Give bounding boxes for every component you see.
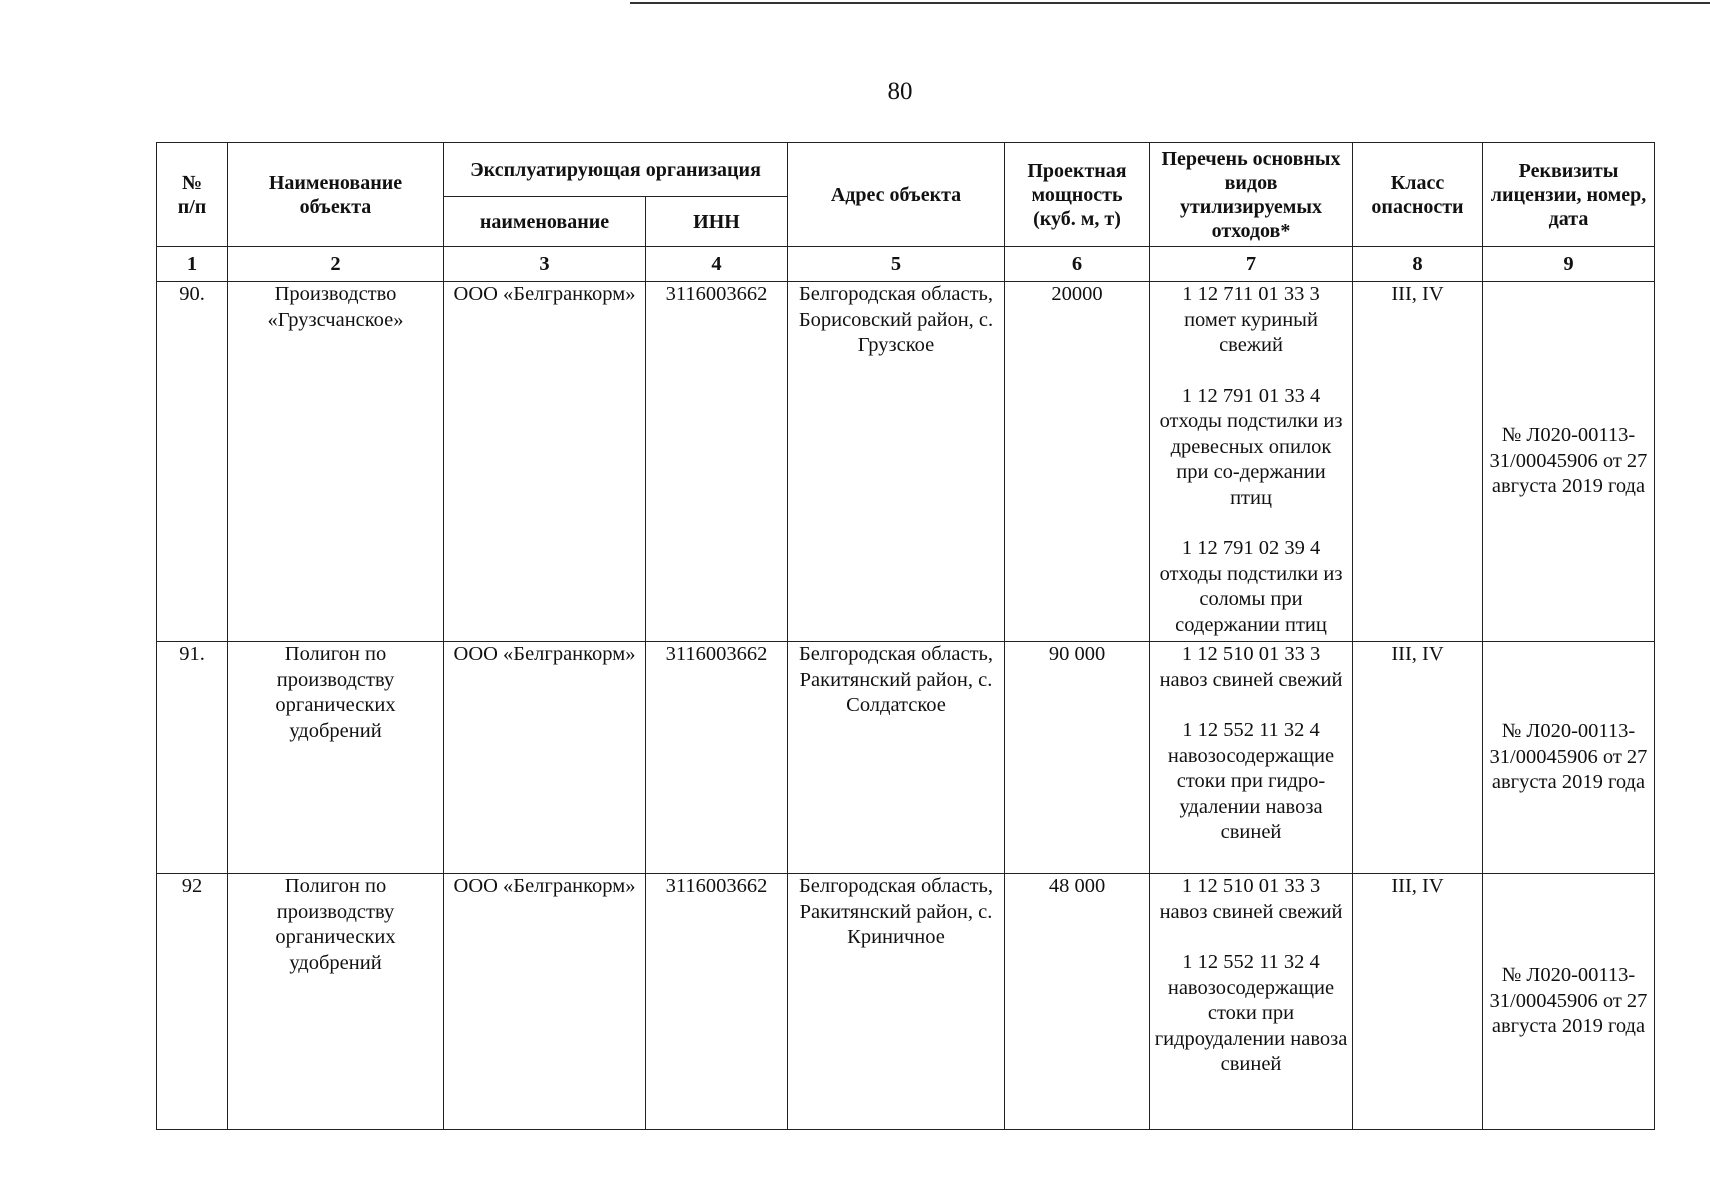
waste-code: 1 12 791 01 33 4 [1181, 384, 1321, 407]
design-capacity: 90 000 [1005, 642, 1150, 874]
column-number: 9 [1483, 247, 1655, 282]
waste-code: 1 12 711 01 33 3 [1182, 283, 1320, 305]
object-name: Полигон по производству органических удобрений [228, 874, 444, 1130]
table-row [157, 282, 1655, 642]
header-row-1 [157, 143, 1655, 197]
table-row [157, 874, 1655, 1130]
header-waste-list: Перечень основных видов утилизируемых отходов* [1150, 143, 1353, 247]
header-num: № п/п [157, 143, 228, 247]
column-number: 2 [228, 247, 444, 282]
operator-inn: 3116003662 [646, 874, 788, 1130]
waste-item [1153, 718, 1349, 846]
object-address: Белгородская область, Ракитянский район, с. Криничное [788, 874, 1005, 1130]
waste-description: навозосодержащие стоки при гидро-удалении навоза свиней [1167, 744, 1335, 843]
header-object-name: Наименование объекта [228, 143, 444, 247]
object-name: Производство «Грузсчанское» [228, 282, 444, 642]
row-number: 92 [157, 874, 228, 1130]
header-capacity: Проектная мощность (куб. м, т) [1005, 143, 1150, 247]
waste-list [1150, 874, 1353, 1130]
waste-description: навоз свиней свежий [1159, 900, 1343, 923]
row-number: 91. [157, 642, 228, 874]
waste-list [1150, 282, 1353, 642]
hazard-class: III, IV [1353, 642, 1483, 874]
column-number: 4 [646, 247, 788, 282]
column-number: 5 [788, 247, 1005, 282]
operator-name: ООО «Белгранкорм» [444, 642, 646, 874]
row-number: 90. [157, 282, 228, 642]
operator-inn: 3116003662 [646, 282, 788, 642]
column-number: 6 [1005, 247, 1150, 282]
waste-code: 1 12 552 11 32 4 [1182, 951, 1320, 973]
object-name: Полигон по производству органических удобрений [228, 642, 444, 874]
waste-code: 1 12 510 01 33 3 [1181, 643, 1321, 665]
license-details: № Л020-00113-31/00045906 от 27 августа 2019 года [1483, 642, 1655, 874]
column-number-row [157, 247, 1655, 282]
waste-description: помет куриный свежий [1184, 308, 1318, 356]
waste-list [1150, 642, 1353, 874]
operator-name: ООО «Белгранкорм» [444, 282, 646, 642]
header-operator-group: Эксплуатирующая организация [444, 143, 788, 197]
waste-description: отходы подстилки из соломы при содержании птиц [1159, 562, 1343, 636]
header-operator-name: наименование [444, 197, 646, 247]
table-row [157, 642, 1655, 874]
column-number: 3 [444, 247, 646, 282]
header-address: Адрес объекта [788, 143, 1005, 247]
waste-description: отходы подстилки из древесных опилок при со-держании птиц [1159, 410, 1343, 509]
design-capacity: 48 000 [1005, 874, 1150, 1130]
header-license: Реквизиты лицензии, номер, дата [1483, 143, 1655, 247]
waste-description: навозосодержащие стоки при гидроудалении навоза свиней [1154, 976, 1348, 1075]
header-hazard-class: Класс опасности [1353, 143, 1483, 247]
column-number: 7 [1150, 247, 1353, 282]
license-details: № Л020-00113-31/00045906 от 27 августа 2019 года [1483, 874, 1655, 1130]
license-details: № Л020-00113-31/00045906 от 27 августа 2019 года [1483, 282, 1655, 642]
waste-item [1153, 536, 1349, 638]
waste-item [1153, 950, 1349, 1078]
page-number: 80 [887, 78, 913, 105]
operator-name: ООО «Белгранкорм» [444, 874, 646, 1130]
waste-code: 1 12 510 01 33 3 [1181, 875, 1321, 897]
top-rule [630, 2, 1710, 4]
waste-facilities-table [156, 142, 1655, 1130]
object-address: Белгородская область, Борисовский район, с. Грузское [788, 282, 1005, 642]
column-number: 8 [1353, 247, 1483, 282]
hazard-class: III, IV [1353, 282, 1483, 642]
waste-item [1153, 384, 1349, 512]
waste-item [1153, 282, 1349, 359]
waste-code: 1 12 791 02 39 4 [1181, 537, 1321, 559]
waste-item [1153, 874, 1349, 925]
waste-code: 1 12 552 11 32 4 [1182, 719, 1320, 741]
waste-item [1153, 642, 1349, 693]
operator-inn: 3116003662 [646, 642, 788, 874]
column-number: 1 [157, 247, 228, 282]
waste-description: навоз свиней свежий [1159, 668, 1343, 691]
header-inn: ИНН [646, 197, 788, 247]
object-address: Белгородская область, Ракитянский район, с. Солдатское [788, 642, 1005, 874]
design-capacity: 20000 [1005, 282, 1150, 642]
hazard-class: III, IV [1353, 874, 1483, 1130]
